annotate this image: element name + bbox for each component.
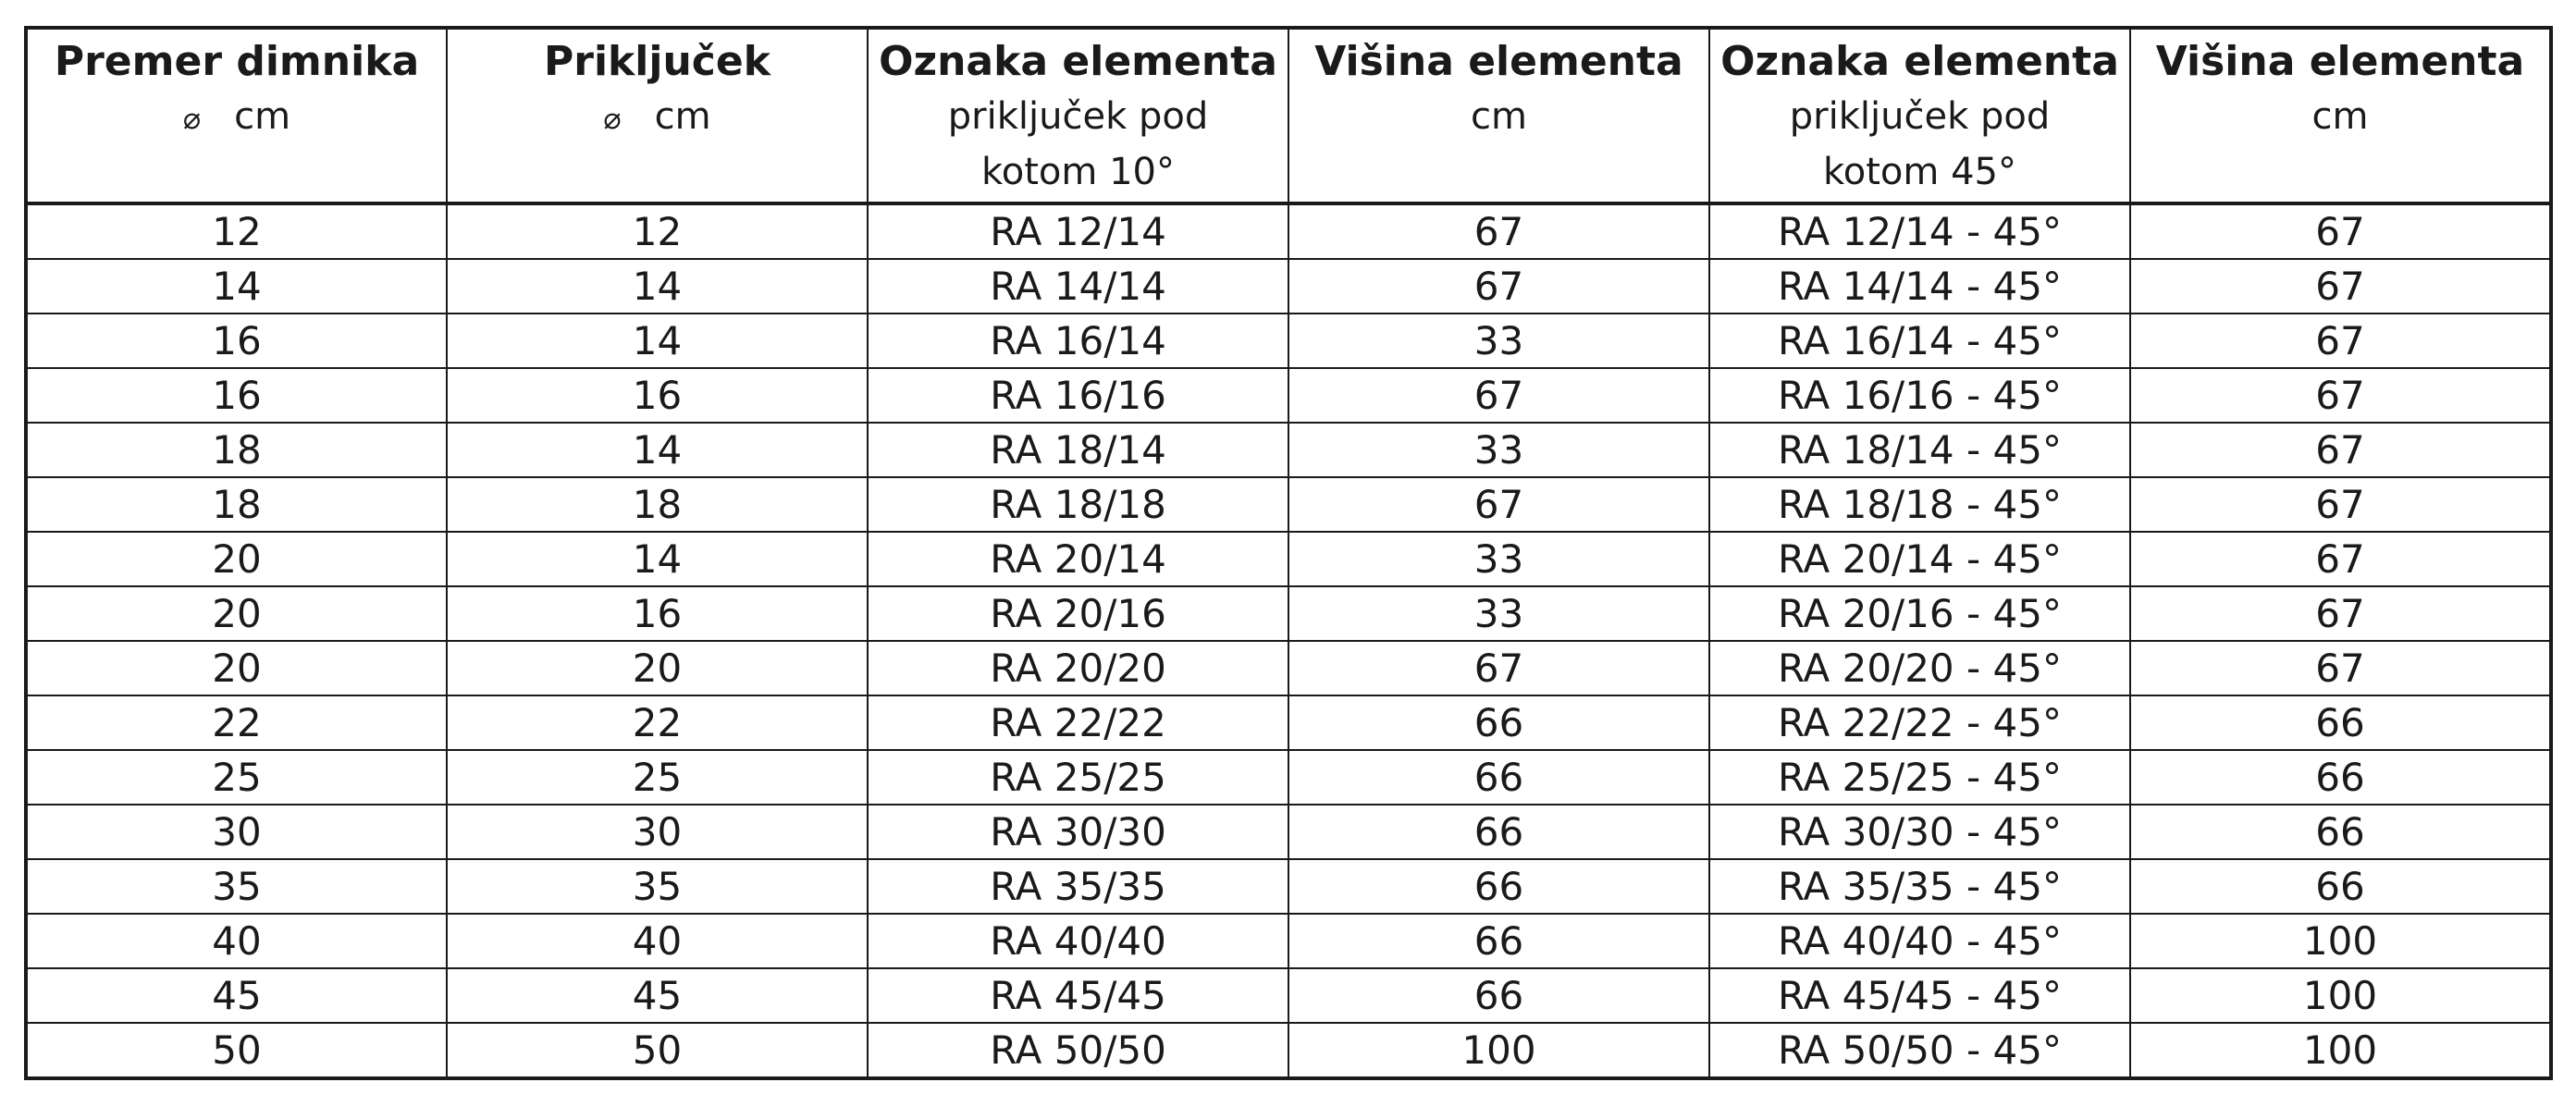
element-height-10-cell: 67 xyxy=(1288,368,1709,423)
header-row xyxy=(26,28,2551,203)
element-code-10-cell: RA 20/16 xyxy=(868,586,1288,641)
diameter-icon: ⌀ xyxy=(182,101,202,136)
element-height-10-cell: 33 xyxy=(1288,532,1709,586)
header-element-code-10 xyxy=(868,28,1288,203)
header-title: Priključek xyxy=(544,38,770,85)
header-chimney-diameter xyxy=(26,28,447,203)
connection-cell: 30 xyxy=(447,805,868,859)
diameter-icon: ⌀ xyxy=(603,101,622,136)
chimney-diameter-cell: 45 xyxy=(26,968,447,1023)
element-code-45-cell: RA 45/45 - 45° xyxy=(1709,968,2130,1023)
connection-cell: 45 xyxy=(447,968,868,1023)
connection-cell: 40 xyxy=(447,914,868,968)
table-row xyxy=(26,1023,2551,1078)
header-unit: cm xyxy=(1471,95,1527,138)
element-code-45-cell: RA 12/14 - 45° xyxy=(1709,203,2130,259)
header-element-height-45 xyxy=(2130,28,2551,203)
table-row xyxy=(26,259,2551,314)
connection-cell: 22 xyxy=(447,695,868,750)
element-height-10-cell: 33 xyxy=(1288,423,1709,477)
connection-cell: 20 xyxy=(447,641,868,695)
element-code-10-cell: RA 20/14 xyxy=(868,532,1288,586)
element-code-45-cell: RA 30/30 - 45° xyxy=(1709,805,2130,859)
header-unit-line xyxy=(448,89,867,146)
connection-cell: 12 xyxy=(447,203,868,259)
element-code-10-cell: RA 40/40 xyxy=(868,914,1288,968)
chimney-diameter-cell: 12 xyxy=(26,203,447,259)
connection-cell: 14 xyxy=(447,532,868,586)
connection-cell: 18 xyxy=(447,477,868,532)
element-code-10-cell: RA 25/25 xyxy=(868,750,1288,805)
element-height-10-cell: 67 xyxy=(1288,641,1709,695)
element-height-10-cell: 100 xyxy=(1288,1023,1709,1078)
element-height-10-cell: 33 xyxy=(1288,586,1709,641)
table-row xyxy=(26,477,2551,532)
table-row xyxy=(26,805,2551,859)
element-code-45-cell: RA 18/18 - 45° xyxy=(1709,477,2130,532)
element-height-45-cell: 67 xyxy=(2130,641,2551,695)
connection-cell: 14 xyxy=(447,314,868,368)
table-row xyxy=(26,914,2551,968)
element-height-45-cell: 100 xyxy=(2130,968,2551,1023)
table-row xyxy=(26,532,2551,586)
element-code-10-cell: RA 50/50 xyxy=(868,1023,1288,1078)
connection-cell: 16 xyxy=(447,368,868,423)
element-code-45-cell: RA 16/14 - 45° xyxy=(1709,314,2130,368)
element-code-45-cell: RA 18/14 - 45° xyxy=(1709,423,2130,477)
element-code-10-cell: RA 18/14 xyxy=(868,423,1288,477)
element-code-45-cell: RA 40/40 - 45° xyxy=(1709,914,2130,968)
element-height-45-cell: 67 xyxy=(2130,259,2551,314)
table-row xyxy=(26,859,2551,914)
header-title: Višina elementa xyxy=(1314,38,1683,85)
header-unit: cm xyxy=(2311,95,2369,138)
header-unit: cm xyxy=(234,95,291,138)
chimney-diameter-cell: 50 xyxy=(26,1023,447,1078)
element-height-10-cell: 66 xyxy=(1288,914,1709,968)
header-title: Oznaka elementa xyxy=(879,38,1277,85)
connection-cell: 50 xyxy=(447,1023,868,1078)
table-row xyxy=(26,695,2551,750)
element-height-45-cell: 67 xyxy=(2130,586,2551,641)
chimney-diameter-cell: 16 xyxy=(26,368,447,423)
chimney-diameter-cell: 35 xyxy=(26,859,447,914)
element-code-45-cell: RA 14/14 - 45° xyxy=(1709,259,2130,314)
element-height-45-cell: 66 xyxy=(2130,750,2551,805)
table-row xyxy=(26,750,2551,805)
element-height-45-cell: 66 xyxy=(2130,859,2551,914)
chimney-diameter-cell: 20 xyxy=(26,586,447,641)
element-height-45-cell: 67 xyxy=(2130,477,2551,532)
header-element-code-45 xyxy=(1709,28,2130,203)
table-row xyxy=(26,203,2551,259)
element-code-10-cell: RA 18/18 xyxy=(868,477,1288,532)
chimney-diameter-cell: 16 xyxy=(26,314,447,368)
header-title: Premer dimnika xyxy=(54,38,420,85)
element-code-10-cell: RA 14/14 xyxy=(868,259,1288,314)
header-title: Oznaka elementa xyxy=(1720,38,2119,85)
element-height-45-cell: 66 xyxy=(2130,695,2551,750)
element-code-45-cell: RA 22/22 - 45° xyxy=(1709,695,2130,750)
table-body xyxy=(26,203,2551,1078)
element-code-10-cell: RA 22/22 xyxy=(868,695,1288,750)
element-code-10-cell: RA 12/14 xyxy=(868,203,1288,259)
connection-cell: 14 xyxy=(447,423,868,477)
table-row xyxy=(26,314,2551,368)
element-code-10-cell: RA 16/16 xyxy=(868,368,1288,423)
element-code-45-cell: RA 20/20 - 45° xyxy=(1709,641,2130,695)
header-subtitle-line2: kotom 45° xyxy=(1823,151,2016,193)
table-row xyxy=(26,641,2551,695)
element-height-45-cell: 100 xyxy=(2130,914,2551,968)
table-row xyxy=(26,368,2551,423)
element-height-10-cell: 66 xyxy=(1288,750,1709,805)
element-height-10-cell: 66 xyxy=(1288,695,1709,750)
connection-cell: 35 xyxy=(447,859,868,914)
header-connection xyxy=(447,28,868,203)
header-subtitle: priključek pod xyxy=(1789,95,2051,138)
element-height-45-cell: 67 xyxy=(2130,423,2551,477)
element-height-45-cell: 66 xyxy=(2130,805,2551,859)
header-element-height-10 xyxy=(1288,28,1709,203)
table-row xyxy=(26,586,2551,641)
chimney-diameter-cell: 18 xyxy=(26,477,447,532)
chimney-diameter-cell: 30 xyxy=(26,805,447,859)
element-code-45-cell: RA 25/25 - 45° xyxy=(1709,750,2130,805)
chimney-diameter-cell: 25 xyxy=(26,750,447,805)
table-row xyxy=(26,423,2551,477)
table-row xyxy=(26,968,2551,1023)
element-code-45-cell: RA 35/35 - 45° xyxy=(1709,859,2130,914)
element-code-45-cell: RA 16/16 - 45° xyxy=(1709,368,2130,423)
element-height-10-cell: 66 xyxy=(1288,968,1709,1023)
header-title: Višina elementa xyxy=(2155,38,2525,85)
chimney-diameter-cell: 20 xyxy=(26,641,447,695)
element-height-10-cell: 66 xyxy=(1288,859,1709,914)
element-code-45-cell: RA 20/14 - 45° xyxy=(1709,532,2130,586)
element-code-10-cell: RA 35/35 xyxy=(868,859,1288,914)
element-code-10-cell: RA 20/20 xyxy=(868,641,1288,695)
element-code-45-cell: RA 20/16 - 45° xyxy=(1709,586,2130,641)
element-code-10-cell: RA 16/14 xyxy=(868,314,1288,368)
header-unit-line xyxy=(28,89,446,146)
chimney-element-table xyxy=(24,26,2553,1080)
connection-cell: 14 xyxy=(447,259,868,314)
element-height-10-cell: 67 xyxy=(1288,203,1709,259)
chimney-diameter-cell: 14 xyxy=(26,259,447,314)
element-height-10-cell: 33 xyxy=(1288,314,1709,368)
chimney-diameter-cell: 22 xyxy=(26,695,447,750)
connection-cell: 16 xyxy=(447,586,868,641)
chimney-diameter-cell: 18 xyxy=(26,423,447,477)
element-height-45-cell: 67 xyxy=(2130,314,2551,368)
header-unit: cm xyxy=(654,95,711,138)
chimney-diameter-cell: 40 xyxy=(26,914,447,968)
connection-cell: 25 xyxy=(447,750,868,805)
element-height-45-cell: 67 xyxy=(2130,203,2551,259)
element-height-10-cell: 67 xyxy=(1288,477,1709,532)
element-height-45-cell: 67 xyxy=(2130,368,2551,423)
element-code-45-cell: RA 50/50 - 45° xyxy=(1709,1023,2130,1078)
element-height-10-cell: 66 xyxy=(1288,805,1709,859)
element-height-45-cell: 100 xyxy=(2130,1023,2551,1078)
chimney-diameter-cell: 20 xyxy=(26,532,447,586)
table-header xyxy=(26,28,2551,203)
header-subtitle: priključek pod xyxy=(947,95,1209,138)
element-height-45-cell: 67 xyxy=(2130,532,2551,586)
element-code-10-cell: RA 45/45 xyxy=(868,968,1288,1023)
element-height-10-cell: 67 xyxy=(1288,259,1709,314)
header-subtitle-line2: kotom 10° xyxy=(981,151,1175,193)
element-code-10-cell: RA 30/30 xyxy=(868,805,1288,859)
